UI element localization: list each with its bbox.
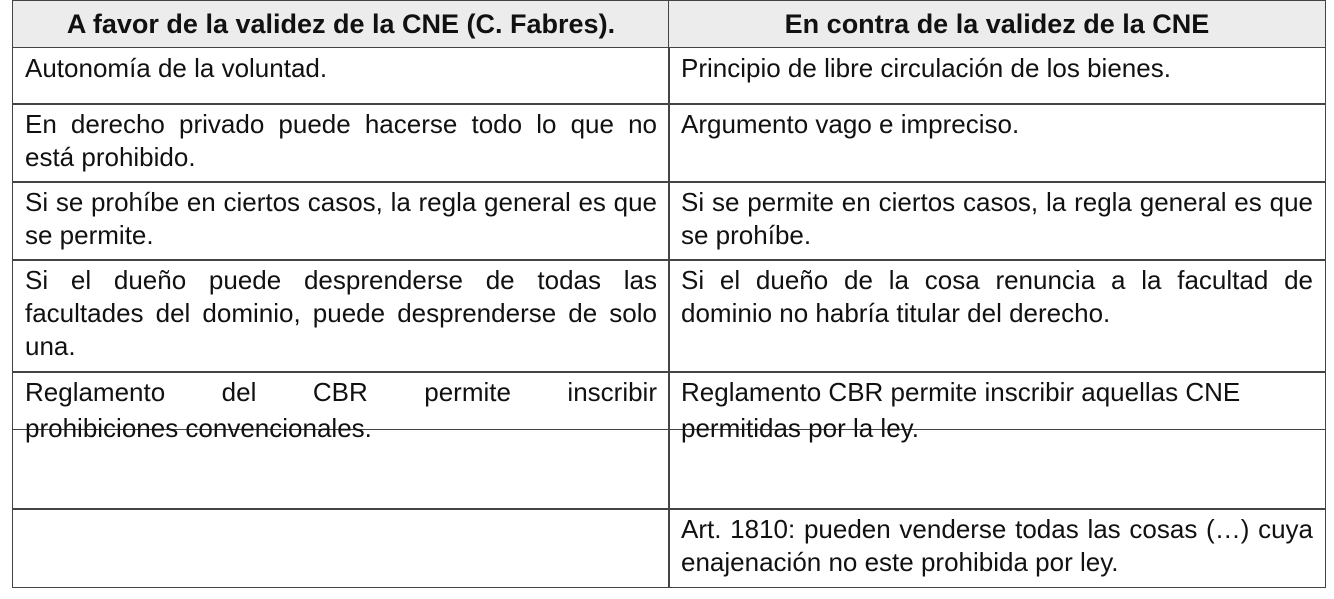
row-1-right xyxy=(668,47,1326,105)
cell-text: Si el dueño puede desprenderse de todas las facultades del dominio, puede desprenderse de solo una. xyxy=(25,265,657,361)
cell-text: Argumento vago e impreciso. xyxy=(681,109,1020,139)
header-left xyxy=(12,0,670,48)
cell-text: prohibiciones convencionales. xyxy=(25,413,372,443)
header-right xyxy=(668,0,1326,48)
row-4-right xyxy=(668,259,1326,373)
row-2-right xyxy=(668,103,1326,183)
cell-text: Art. 1810: pueden venderse todas las cosas (…) cuya enajenación no este prohibida por ley. xyxy=(681,514,1313,577)
row-4-left xyxy=(12,259,670,373)
row-3-left xyxy=(12,181,670,261)
cell-text: Reglamento CBR permite inscribir aquellas CNE xyxy=(681,377,1241,407)
row-5-right-bottom xyxy=(668,413,1326,510)
cell-text: Autonomía de la voluntad. xyxy=(25,53,328,83)
cell-text: Principio de libre circulación de los bienes. xyxy=(681,53,1171,83)
cell-text: Si se prohíbe en ciertos casos, la regla general es que se permite. xyxy=(25,187,657,250)
row-2-left xyxy=(12,103,670,183)
row-3-right xyxy=(668,181,1326,261)
row-1-left xyxy=(12,47,670,105)
cell-text: Si se permite en ciertos casos, la regla general es que se prohíbe. xyxy=(681,187,1313,250)
row-5-left-bottom xyxy=(12,413,670,510)
header-right-text: En contra de la validez de la CNE xyxy=(784,8,1210,39)
row-6-right xyxy=(668,508,1326,588)
cell-text: Si el dueño de la cosa renuncia a la facultad de dominio no habría titular del derecho. xyxy=(681,265,1313,328)
row-6-left xyxy=(12,508,670,588)
cell-text: permitidas por la ley. xyxy=(681,413,919,443)
cell-text: En derecho privado puede hacerse todo lo que no está prohibido. xyxy=(25,109,657,172)
cell-text: Reglamento del CBR permite inscribir xyxy=(25,377,657,407)
header-left-text: A favor de la validez de la CNE (C. Fabres). xyxy=(66,8,616,39)
